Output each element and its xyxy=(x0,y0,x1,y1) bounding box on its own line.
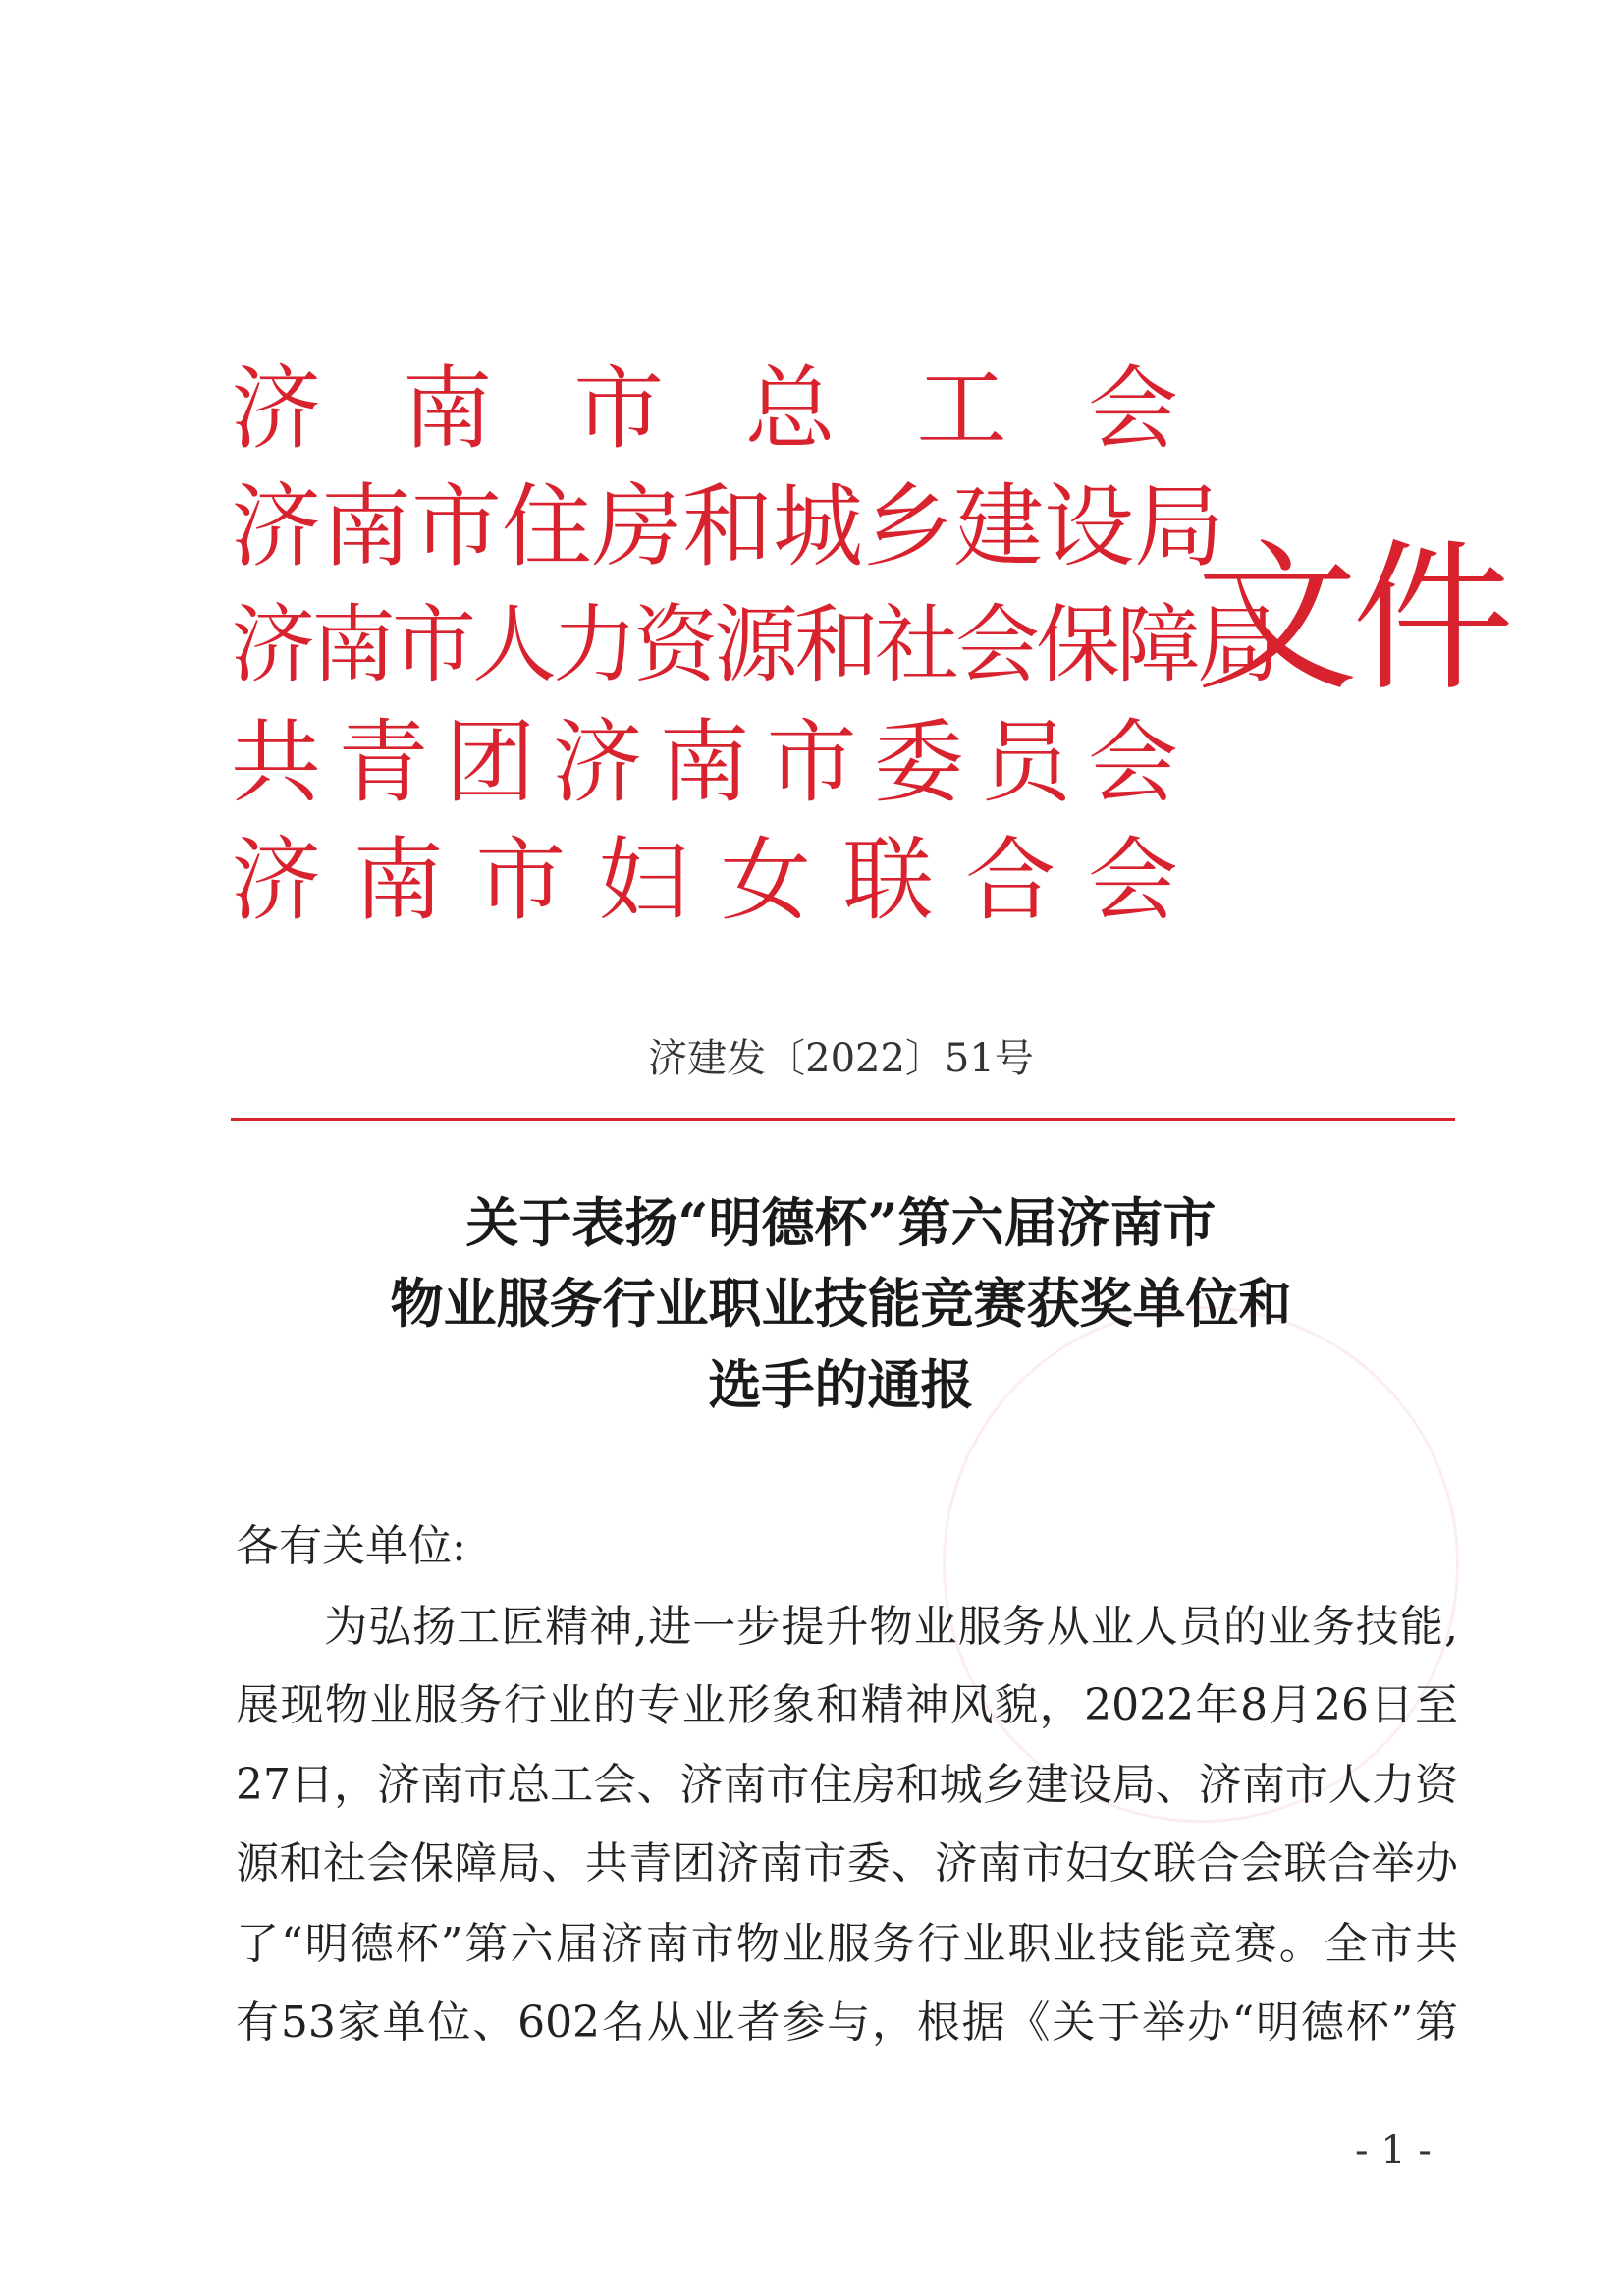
body-line: 为弘扬工匠精神,进一步提升物业服务从业人员的业务技能, xyxy=(236,1602,1458,1652)
body-line: 展现物业服务行业的专业形象和精神风貌，2022年8月26日至 xyxy=(236,1680,1458,1730)
document-label: 文件 xyxy=(1196,524,1508,713)
document-title-line: 物业服务行业职业技能竞赛获奖单位和 xyxy=(390,1272,1292,1335)
salutation: 各有关单位: xyxy=(236,1521,466,1571)
body-line: 源和社会保障局、共青团济南市委、济南市妇女联合会联合举办 xyxy=(236,1838,1458,1888)
red-divider xyxy=(231,1118,1455,1121)
body-line: 27日，济南市总工会、济南市住房和城乡建设局、济南市人力资 xyxy=(236,1760,1458,1810)
issuer-line: 济南市住房和城乡建设局 xyxy=(231,474,1225,579)
body-line: 有53家单位、602名从业者参与，根据《关于举办“明德杯”第 xyxy=(236,1997,1458,2048)
body-line: 了“明德杯”第六届济南市物业服务行业职业技能竞赛。全市共 xyxy=(236,1919,1458,1969)
page-number: - 1 - xyxy=(1355,2128,1432,2173)
issuer-line: 济南市总工会 xyxy=(231,356,1178,462)
document-title-line: 关于表扬“明德杯”第六届济南市 xyxy=(465,1191,1217,1254)
document-title-line: 选手的通报 xyxy=(708,1353,974,1416)
issuer-line: 济南市妇女联合会 xyxy=(231,828,1178,933)
issuer-line: 济南市人力资源和社会保障局 xyxy=(231,596,1277,694)
document-number: 济建发〔2022〕51号 xyxy=(648,1036,1034,1081)
issuer-line: 共青团济南市委员会 xyxy=(231,710,1178,815)
